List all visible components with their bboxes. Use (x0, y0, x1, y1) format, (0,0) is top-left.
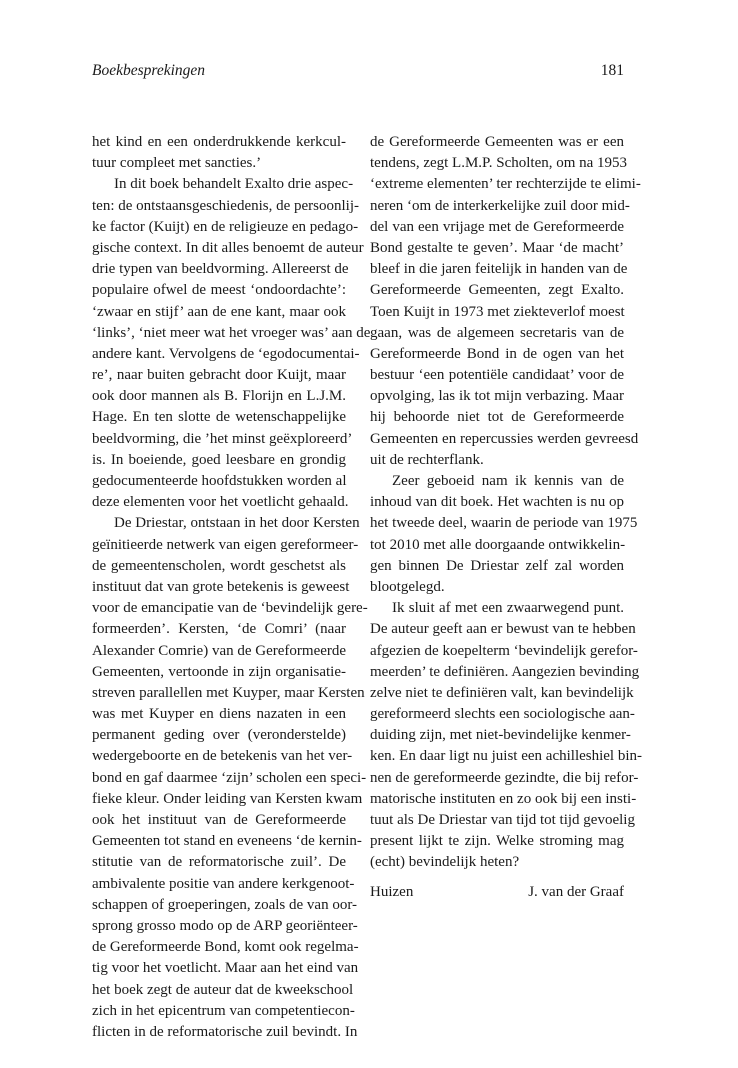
text-line: flicten in de reformatorische zuil bevindt. In (92, 1023, 358, 1040)
signature-place: Huizen (370, 883, 414, 900)
text-line: gedocumenteerde hoofdstukken worden al (92, 473, 347, 489)
text-line: wedergeboorte en de betekenis van het ver- (92, 748, 353, 765)
text-line: ‘zwaar en stijf’ aan de ene kant, maar ook (92, 303, 346, 320)
text-line: (echt) bevindelijk heten? (370, 854, 520, 871)
text-line: opvolging, las ik tot mijn verbazing. Maar (370, 388, 624, 405)
text-line: fieke kleur. Onder leiding van Kersten kwam (92, 790, 363, 807)
text-line: Gereformeerde Gemeenten, zegt Exalto. (370, 282, 624, 299)
text-line: stitutie van de reformatorische zuil’. De (92, 854, 346, 871)
text-line: Ik sluit af met een zwaarwegend punt. (392, 600, 624, 617)
text-line: voor de emancipatie van de ‘bevindelijk gere- (92, 600, 368, 617)
text-line: is. In boeiende, goed leesbare en grondig (92, 451, 346, 468)
text-line: de Gereformeerde Bond, komt ook regelma- (92, 939, 359, 956)
text-line: geïnitieerde netwerk van eigen gereformeer- (92, 536, 359, 553)
text-line: zelve niet te definiëren valt, kan bevindelijk (370, 684, 634, 701)
text-line: Zeer geboeid nam ik kennis van de (392, 473, 624, 489)
text-line: ten: de ontstaansgeschiedenis, de persoonlij- (92, 197, 360, 214)
text-line: schappen of groeperingen, zoals de van oor- (92, 896, 358, 913)
text-line: was met Kuyper en diens nazaten in een (92, 706, 346, 723)
text-line: tig voor het voetlicht. Maar aan het eind van (92, 960, 359, 977)
text-line: het kind en een onderdrukkende kerkcul- (92, 134, 346, 150)
text-line: deze elementen voor het voetlicht gehaald. (92, 494, 349, 511)
text-line: Gemeenten en repercussies werden gevreesd (370, 430, 639, 447)
text-line: present lijkt te zijn. Welke stroming mag (370, 833, 624, 850)
text-line: gaan, was de algemeen secretaris van de (370, 324, 624, 341)
page-number: 181 (600, 62, 624, 79)
text-line: re’, naar buiten gebracht door Kuijt, maar (92, 367, 346, 384)
text-line: Gereformeerde Bond in de ogen van het (370, 345, 624, 362)
text-line: tuur compleet met sancties.’ (92, 155, 262, 172)
page-header (92, 62, 624, 84)
text-line: permanent geding over (veronderstelde) (92, 727, 346, 744)
text-line: gen binnen De Driestar zelf zal worden (370, 557, 624, 574)
text-line: de Gereformeerde Gemeenten was er een (370, 134, 624, 150)
text-line: ambivalente positie van andere kerkgenoot- (92, 875, 355, 892)
text-line: andere kant. Vervolgens de ‘egodocumentai- (92, 345, 360, 362)
text-line: In dit boek behandelt Exalto drie aspec- (114, 176, 354, 193)
text-line: bleef in die jaren feitelijk in handen van de (370, 261, 628, 278)
right-text-column (370, 132, 643, 903)
text-line: streven parallellen met Kuyper, maar Kersten (92, 684, 365, 701)
text-line: populaire ofwel de meest ‘ondoordachte’: (92, 282, 346, 299)
text-line: ‘extreme elementen’ ter rechterzijde te elimi- (370, 176, 641, 193)
text-line: inhoud van dit boek. Het wachten is nu op (370, 494, 624, 511)
text-line: Hage. En ten slotte de wetenschappelijke (92, 409, 346, 426)
text-line: ‘links’, ‘niet meer wat het vroeger was’ aan de (92, 324, 371, 341)
text-line: instituut dat van grote betekenis is geweest (92, 578, 350, 595)
text-line: het tweede deel, waarin de periode van 1975 (370, 515, 638, 532)
text-line: blootgelegd. (370, 578, 445, 595)
text-line: meerden’ te definiëren. Aangezien bevinding (370, 663, 640, 680)
text-line: Gemeenten tot stand en eveneens ‘de kernin- (92, 833, 362, 850)
text-line: duiding zijn, met niet-bevindelijke kenmer- (370, 727, 631, 744)
left-text-column (92, 132, 371, 1043)
text-line: neren ‘om de interkerkelijke zuil door mid- (370, 197, 630, 214)
text-line: De auteur geeft aan er bewust van te hebben (370, 621, 636, 638)
text-line: Alexander Comrie) van de Gereformeerde (92, 642, 347, 659)
text-line: matorische instituten en zo ook bij een insti- (370, 790, 637, 807)
text-line: het boek zegt de auteur dat de kweekschool (92, 981, 354, 998)
text-line: ken. En daar ligt nu juist een achilleshiel bin- (370, 748, 643, 765)
text-line: formeerden’. Kersten, ‘de Comri’ (naar (92, 621, 346, 638)
text-line: drie typen van beeldvorming. Allereerst de (92, 261, 349, 278)
signature-author: J. van der Graaf (528, 883, 624, 900)
text-line: hij behoorde niet tot de Gereformeerde (370, 409, 624, 426)
text-line: Toen Kuijt in 1973 met ziekteverlof moest (370, 303, 625, 320)
text-line: gische context. In dit alles benoemt de auteur (92, 239, 364, 256)
text-line: del van een vrijage met de Gereformeerde (370, 218, 624, 235)
text-line: gereformeerd slechts een sociologische aan- (370, 706, 635, 723)
text-line: ook het instituut van de Gereformeerde (92, 812, 346, 828)
text-line: zich in het epicentrum van competentiecon- (92, 1002, 355, 1019)
text-line: ke factor (Kuijt) en de religieuze en pedago- (92, 218, 359, 235)
text-line: uit de rechterflank. (370, 451, 484, 468)
text-line: sprong grosso modo op de ARP georiënteer- (92, 917, 358, 934)
right-column-body (370, 132, 643, 874)
running-head: Boekbesprekingen (92, 62, 206, 79)
text-line: tuut als De Driestar van tijd tot tijd gevoelig (370, 812, 635, 828)
text-line: afgezien de koepelterm ‘bevindelijk gerefor- (370, 642, 638, 659)
text-line: nen de gereformeerde gezindte, die bij refor- (370, 769, 639, 786)
text-line: tendens, zegt L.M.P. Scholten, om na 1953 (370, 155, 628, 172)
text-line: bestuur ‘een potentiële candidaat’ voor de (370, 367, 624, 384)
text-line: de gemeentenscholen, wordt geschetst als (92, 557, 346, 574)
text-line: bond en gaf daarmee ‘zijn’ scholen een speci- (92, 769, 367, 786)
text-line: De Driestar, ontstaan in het door Kersten (114, 515, 360, 532)
text-line: beeldvorming, die ’het minst geëxploreerd’ (92, 430, 353, 447)
text-line: Gemeenten, vertoonde in zijn organisatie- (92, 663, 346, 680)
text-line: Bond gestalte te geven’. Maar ‘de macht’ (370, 239, 624, 256)
text-line: ook door mannen als B. Florijn en L.J.M. (92, 388, 346, 405)
review-signature (370, 882, 624, 903)
text-line: tot 2010 met alle doorgaande ontwikkelin- (370, 536, 626, 553)
